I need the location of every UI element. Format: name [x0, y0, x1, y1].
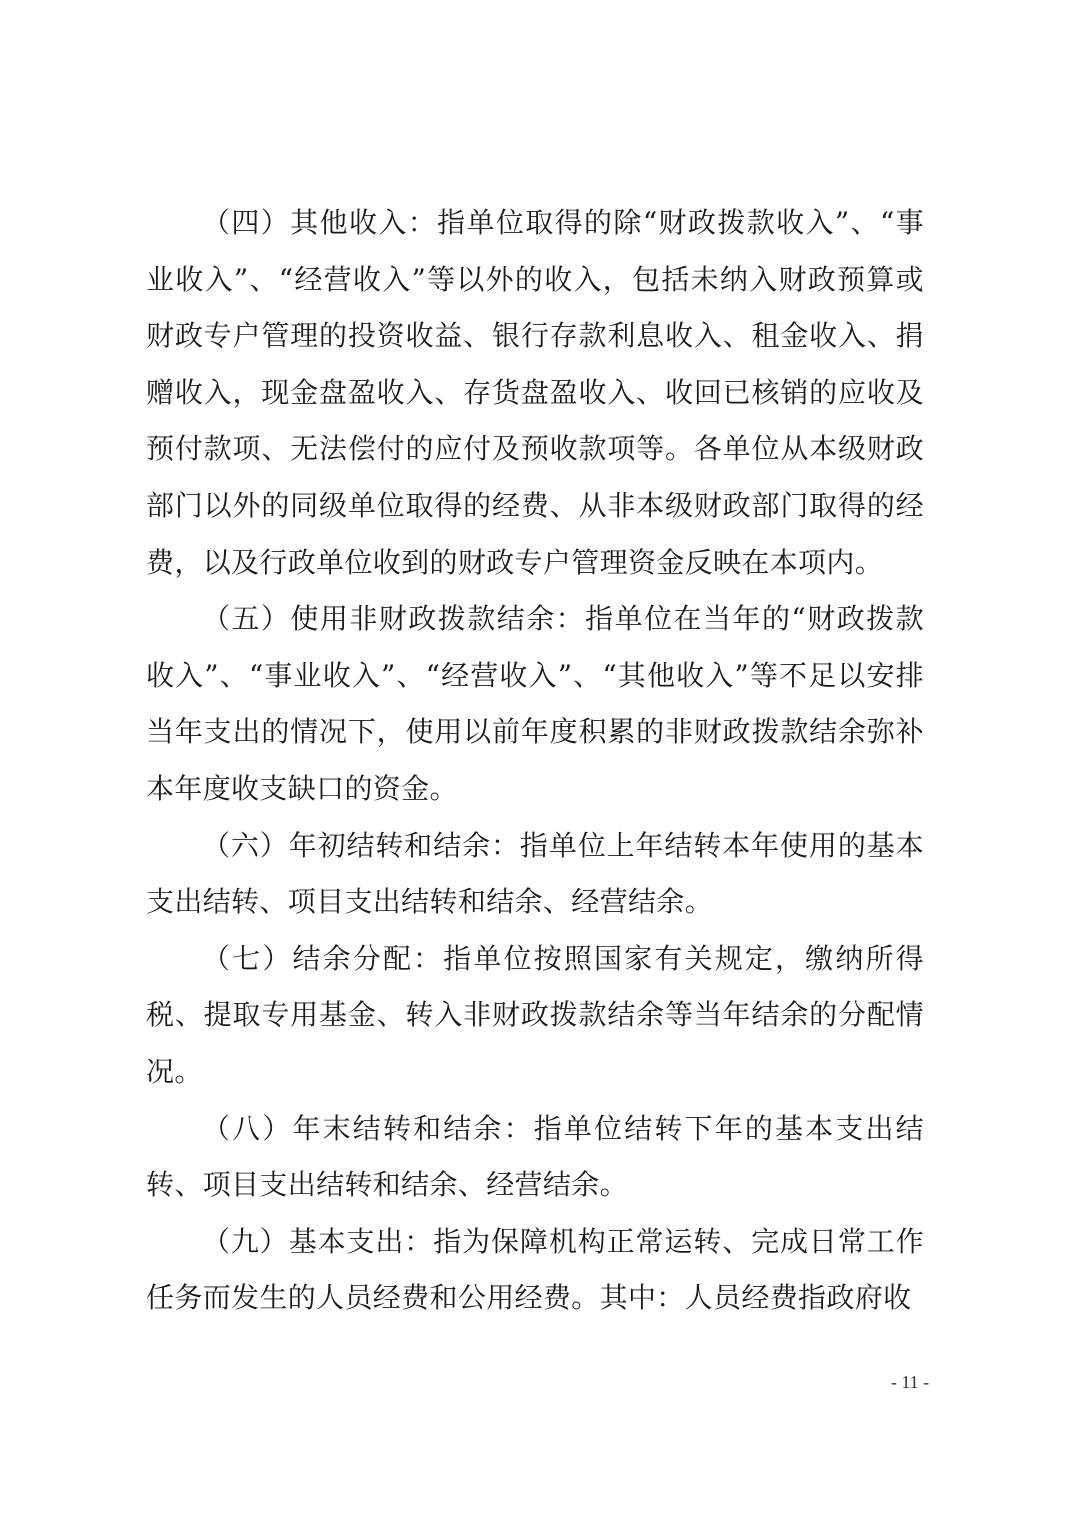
page-number: - 11 -: [890, 1372, 930, 1392]
paragraph-surplus-distribution: （七）结余分配：指单位按照国家有关规定，缴纳所得税、提取专用基金、转入非财政拨款结余等当年结余的分配情况。: [146, 941, 924, 1088]
paragraph-closing-carryover: （八）年末结转和结余：指单位结转下年的基本支出结转、项目支出结转和结余、经营结余。: [146, 1111, 924, 1202]
paragraph-basic-expenditure: （九）基本支出：指为保障机构正常运转、完成日常工作任务而发生的人员经费和公用经费。其中：人员经费指政府收: [146, 1224, 924, 1315]
paragraph-opening-carryover: （六）年初结转和结余：指单位上年结转本年使用的基本支出结转、项目支出结转和结余、经营结余。: [146, 828, 924, 919]
paragraph-non-fiscal-surplus: （五）使用非财政拨款结余：指单位在当年的“财政拨款收入”、“事业收入”、“经营收入”、“其他收入”等不足以安排当年支出的情况下，使用以前年度积累的非财政拨款结余弥补本年度收支缺口的资金。: [146, 602, 924, 805]
paragraph-other-income: （四）其他收入：指单位取得的除“财政拨款收入”、“事业收入”、“经营收入”等以外的收入，包括未纳入财政预算或财政专户管理的投资收益、银行存款利息收入、租金收入、捐赠收入，现金盘盈收入、存货盘盈收入、收回已核销的应收及预付款项、无法偿付的应付及预收款项等。各单位从本级财政部门以外的同级单位取得的经费、从非本级财政部门取得的经费，以及行政单位收到的财政专户管理资金反映在本项内。: [146, 206, 924, 579]
body-text: [146, 195, 924, 1327]
